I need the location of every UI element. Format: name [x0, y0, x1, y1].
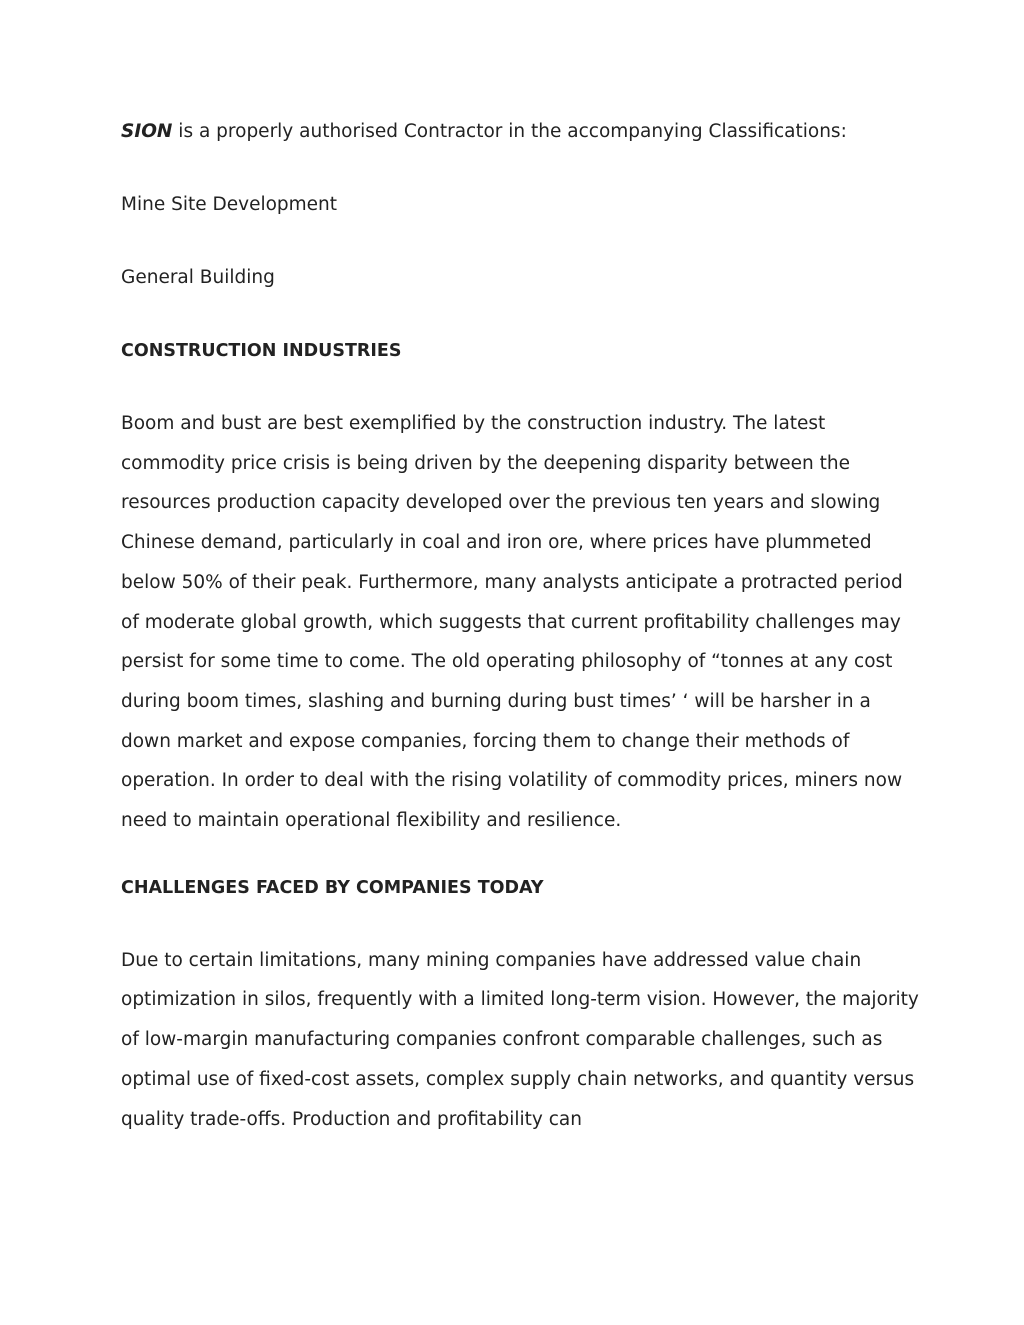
- company-name: SION: [121, 121, 173, 142]
- section-heading-challenges: CHALLENGES FACED BY COMPANIES TODAY: [121, 877, 544, 898]
- section-heading-construction-industries: CONSTRUCTION INDUSTRIES: [121, 341, 402, 361]
- intro-paragraph: [121, 118, 921, 146]
- intro-text: is a properly authorised Contractor in the accompanying Classifications:: [172, 121, 847, 142]
- classification-mine-site-development: Mine Site Development: [121, 194, 338, 215]
- section-body-challenges: Due to certain limitations, many mining companies have addressed value chain optimization in silos, frequently with a limited long-term vision. However, the majority of low-margin manufacturing companies confront comparable challenges, such as optimal use of fixed-cost assets, complex supply chain networks, and quantity versus quality trade-offs. Production and profitability can: [121, 949, 919, 1130]
- document-page: [121, 118, 921, 1139]
- section-body-construction-industries: Boom and bust are best exemplified by the construction industry. The latest commodity price crisis is being driven by the deepening disparity between the resources production capacity developed over the previous ten years and slowing Chinese demand, particularly in coal and iron ore, where prices have plummeted below 50% of their peak. Furthermore, many analysts anticipate a protracted period of moderate global growth, which suggests that current profitability challenges may persist for some time to come. The old operating philosophy of “tonnes at any cost during boom times, slashing and burning during bust times’ ‘ will be harsher in a down market and expose companies, forcing them to change their methods of operation. In order to deal with the rising volatility of commodity prices, miners now need to maintain operational flexibility and resilience.: [121, 413, 903, 832]
- classification-general-building: General Building: [121, 267, 275, 288]
